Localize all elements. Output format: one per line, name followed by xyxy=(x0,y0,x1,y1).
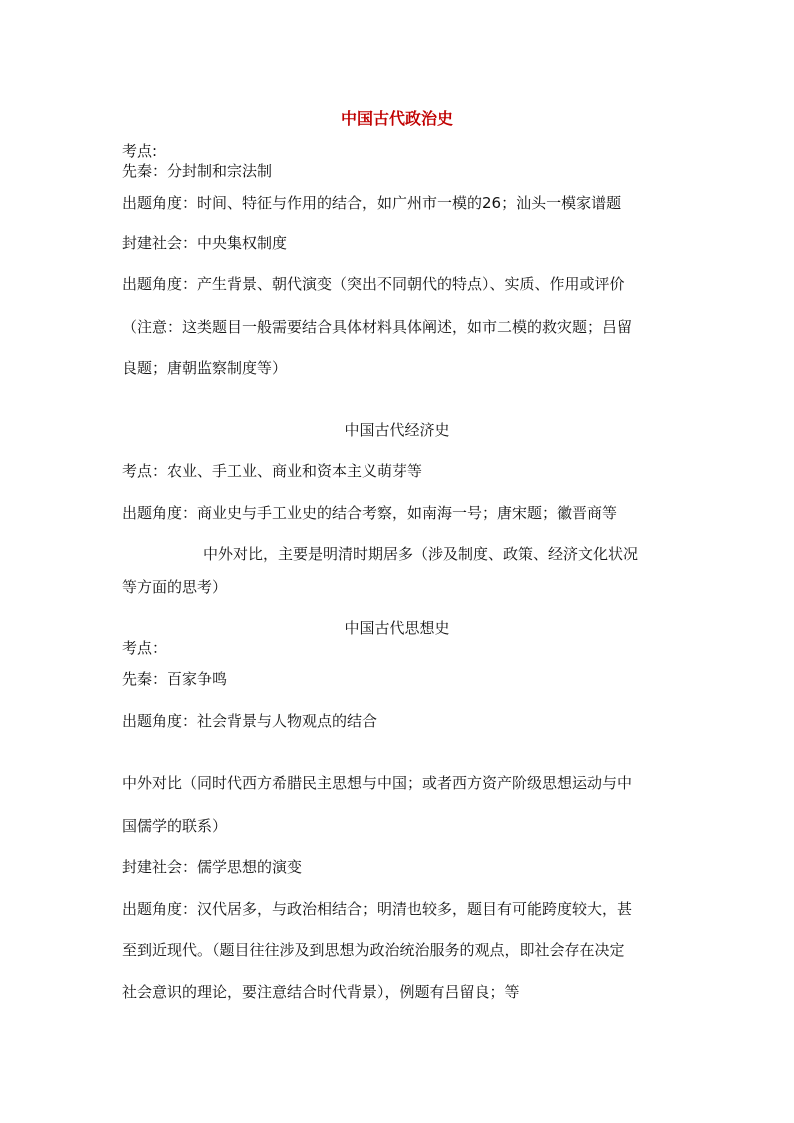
thought-xianqin: 先秦：百家争鸣 xyxy=(122,670,228,688)
thought-angle-1: 出题角度：社会背景与人物观点的结合 xyxy=(122,712,378,730)
politics-angle-1: 出题角度：时间、特征与作用的结合，如广州市一模的26；汕头一模家谱题 xyxy=(122,194,622,212)
thought-kaodian-label: 考点： xyxy=(122,639,168,657)
economy-kaodian: 考点：农业、手工业、商业和资本主义萌芽等 xyxy=(122,462,423,480)
thought-angle-2-line-1: 出题角度：汉代居多，与政治相结合；明清也较多，题目有可能跨度较大，甚 xyxy=(122,900,633,918)
economy-angle: 出题角度：商业史与手工业史的结合考察，如南海一号；唐宋题；徽晋商等 xyxy=(122,504,618,522)
economy-title: 中国古代经济史 xyxy=(344,421,450,439)
politics-angle-2-line-1: 出题角度：产生背景、朝代演变（突出不同朝代的特点）、实质、作用或评价 xyxy=(122,275,625,293)
thought-fengjian: 封建社会：儒学思想的演变 xyxy=(122,858,303,876)
politics-angle-2-line-3: 良题；唐朝监察制度等） xyxy=(122,359,288,377)
thought-angle-2-line-3: 社会意识的理论，要注意结合时代背景），例题有吕留良；等 xyxy=(122,983,520,1001)
document-title: 中国古代政治史 xyxy=(340,109,453,128)
thought-angle-2-line-2: 至到近现代。（题目往往涉及到思想为政治统治服务的观点，即社会存在决定 xyxy=(122,941,625,959)
economy-compare-line-2: 等方面的思考） xyxy=(122,578,228,596)
politics-xianqin: 先秦：分封制和宗法制 xyxy=(122,162,273,180)
thought-compare-line-1: 中外对比（同时代西方希腊民主思想与中国；或者西方资产阶级思想运动与中 xyxy=(122,774,633,792)
thought-compare-line-2: 国儒学的联系） xyxy=(122,817,228,835)
thought-title: 中国古代思想史 xyxy=(344,619,450,637)
politics-fengjian: 封建社会：中央集权制度 xyxy=(122,234,288,252)
politics-angle-2-line-2: （注意：这类题目一般需要结合具体材料具体阐述，如市二模的救灾题；吕留 xyxy=(122,318,633,336)
politics-kaodian-label: 考点: xyxy=(122,142,158,160)
economy-compare-line-1: 中外对比，主要是明清时期居多（涉及制度、政策、经济文化状况 xyxy=(203,545,639,563)
